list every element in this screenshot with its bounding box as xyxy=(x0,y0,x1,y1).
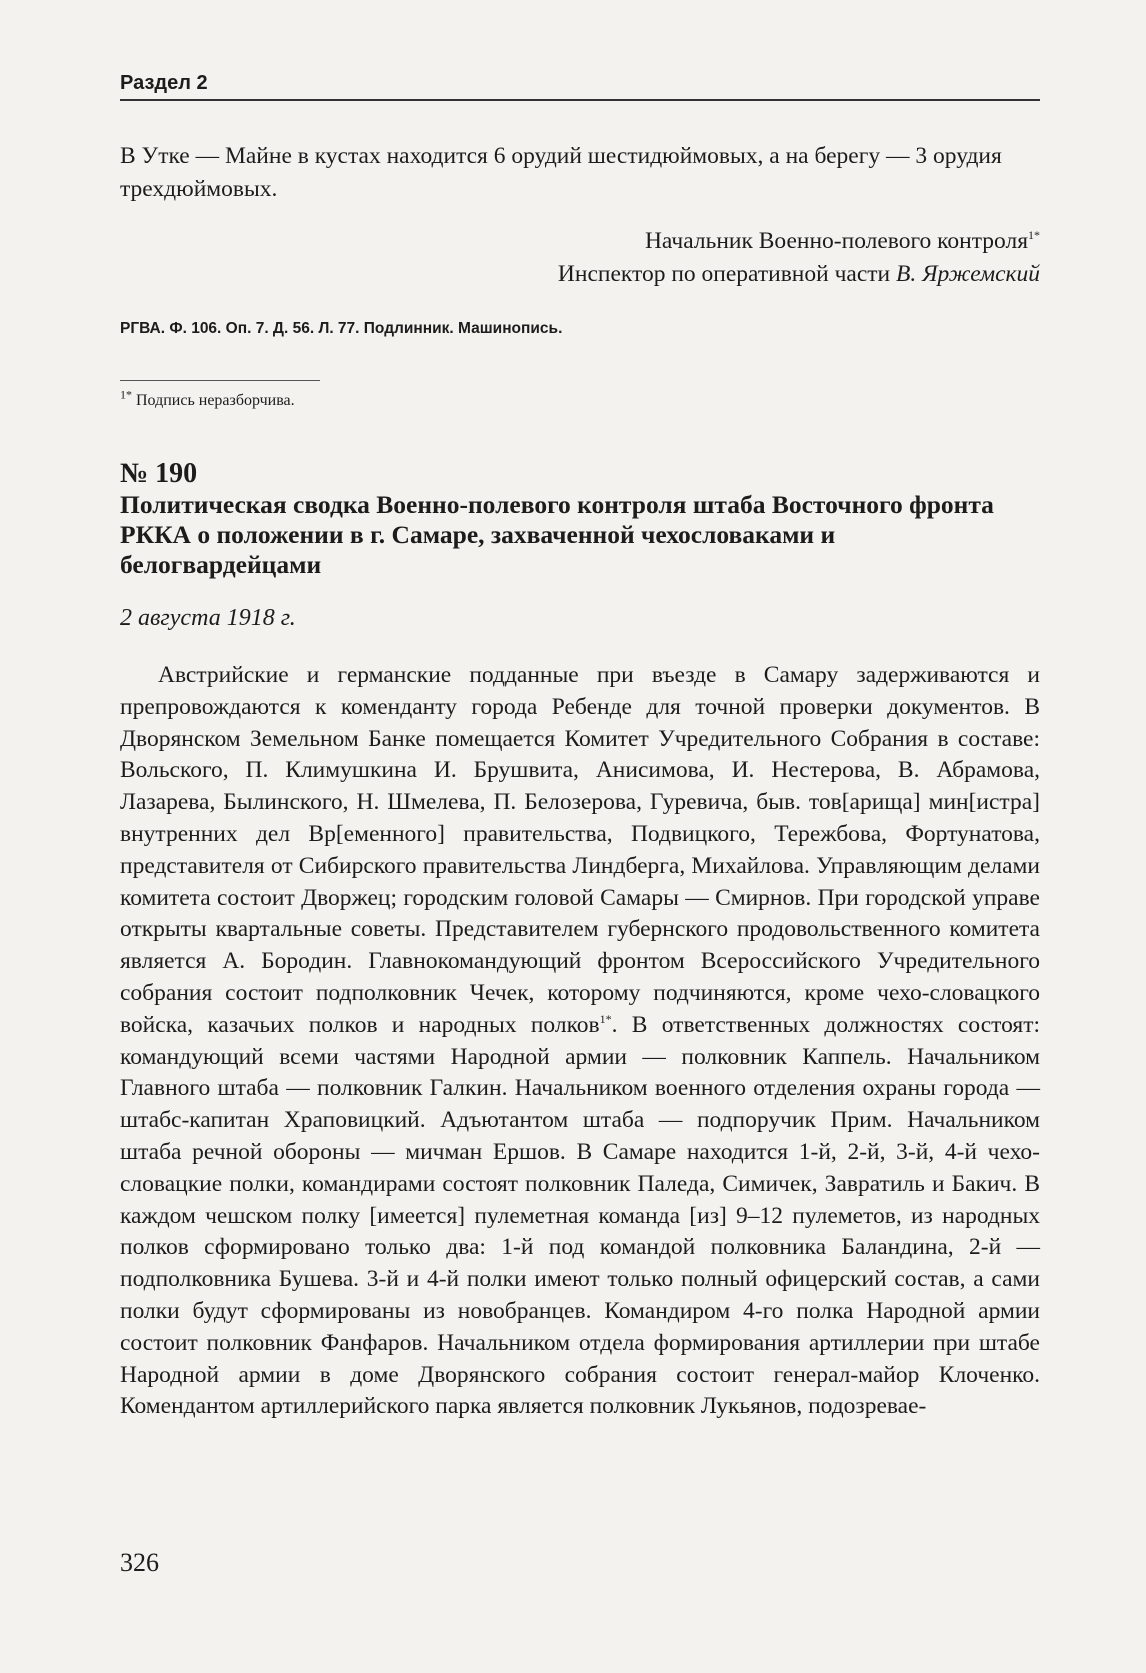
signature-inspector: Инспектор по оперативной части В. Яржемский xyxy=(557,260,1040,287)
footnote-marker: 1* xyxy=(120,387,132,402)
footnote-text: Подпись неразборчива. xyxy=(136,392,295,409)
footnote-ref: 1* xyxy=(599,1011,612,1026)
footnote xyxy=(120,387,1040,410)
running-header xyxy=(120,72,1040,101)
continuation-paragraph: В Утке — Майне в кустах находится 6 орудий шестидюймовых, а на берегу — 3 орудия трехдюймовых. xyxy=(120,143,1002,202)
section-label: Раздел 2 xyxy=(120,72,208,94)
page-number: 326 xyxy=(120,1548,159,1577)
footnote-divider xyxy=(120,380,320,381)
signatory-name: В. Яржемский xyxy=(895,260,1040,287)
document-title: Политическая сводка Военно-полевого контроля штаба Восточного фронта РККА о положении в г. Самаре, захваченной чехословаками и белогвардейцами xyxy=(120,490,994,579)
archive-reference: РГВА. Ф. 106. Оп. 7. Д. 56. Л. 77. Подлинник. Машинопись. xyxy=(120,320,563,337)
signature-title: Начальник Военно-полевого контроля$^{1*}$ xyxy=(644,228,1040,254)
document-date: 2 августа 1918 г. xyxy=(120,605,296,631)
document-body xyxy=(120,660,1040,1423)
body-paragraph: Австрийские и германские подданные при въезде в Самару задерживаются и препровождаются к коменданту города Ребенде для точной проверки документов. В Дворянском Земельном Банке помещается Комитет Учредительного Собрания в составе: Вольского, П. Климушкина И. Брушвита, Анисимова, И. Нестерова, В. Абрамова, Лазарева, Былинского, Н. Шмелева, П. Белозерова, Гуревича, быв. тов[арища] мин[истра] внутренних дел Вр[еменного] правительства, Подвицкого, Тережбова, Фортунатова, представителя от Сибирского правительства Линдберга, Михайлова. Управляющим делами комитета состоит Дворжец; городским головой Самары — Смирнов. При городской управе открыты квартальные советы. Представителем губернского продовольственного комитета является А. Бородин. Главнокомандующий фронтом Всероссийского Учредительного собрания состоит подполковник Чечек, которому подчиняются, кроме чехо-словацкого войска, казачьих полков и народных полков$^{1*}$. В ответственных должностях состоят: командующий всеми частями Народной армии — полковник Каппель. Начальником Главного штаба — полковник Галкин. Начальником военного отделения охраны города — штабс-капитан Храповицкий. Адъютантом штаба — подпоручик Прим. Начальником штаба речной обороны — мичман Ершов. В Самаре находится 1-й, 2-й, 3-й, 4-й чехо-словацкие полки, командирами состоят полковник Паледа, Симичек, Завратиль и Бакич. В каждом чешском полку [имеется] пулеметная команда [из] 9–12 пулеметов, из народных полков сформировано только два: 1-й под командой полковника Баландина, 2-й — подполковника Бушева. 3-й и 4-й полки имеют только полный офицерский состав, а сами полки будут сформированы из новобранцев. Командиром 4-го полка Народной армии состоит полковник Фанфаров. Начальником отдела формирования артиллерии при штабе Народной армии в доме Дворянского собрания состоит генерал-майор Клоченко. Комендантом артиллерийского парка является полковник Лукьянов, подозреваe- xyxy=(120,662,1040,1420)
signature-block xyxy=(120,225,1040,290)
footnote-ref: 1* xyxy=(1028,228,1040,243)
document-number: № 190 xyxy=(120,458,198,489)
